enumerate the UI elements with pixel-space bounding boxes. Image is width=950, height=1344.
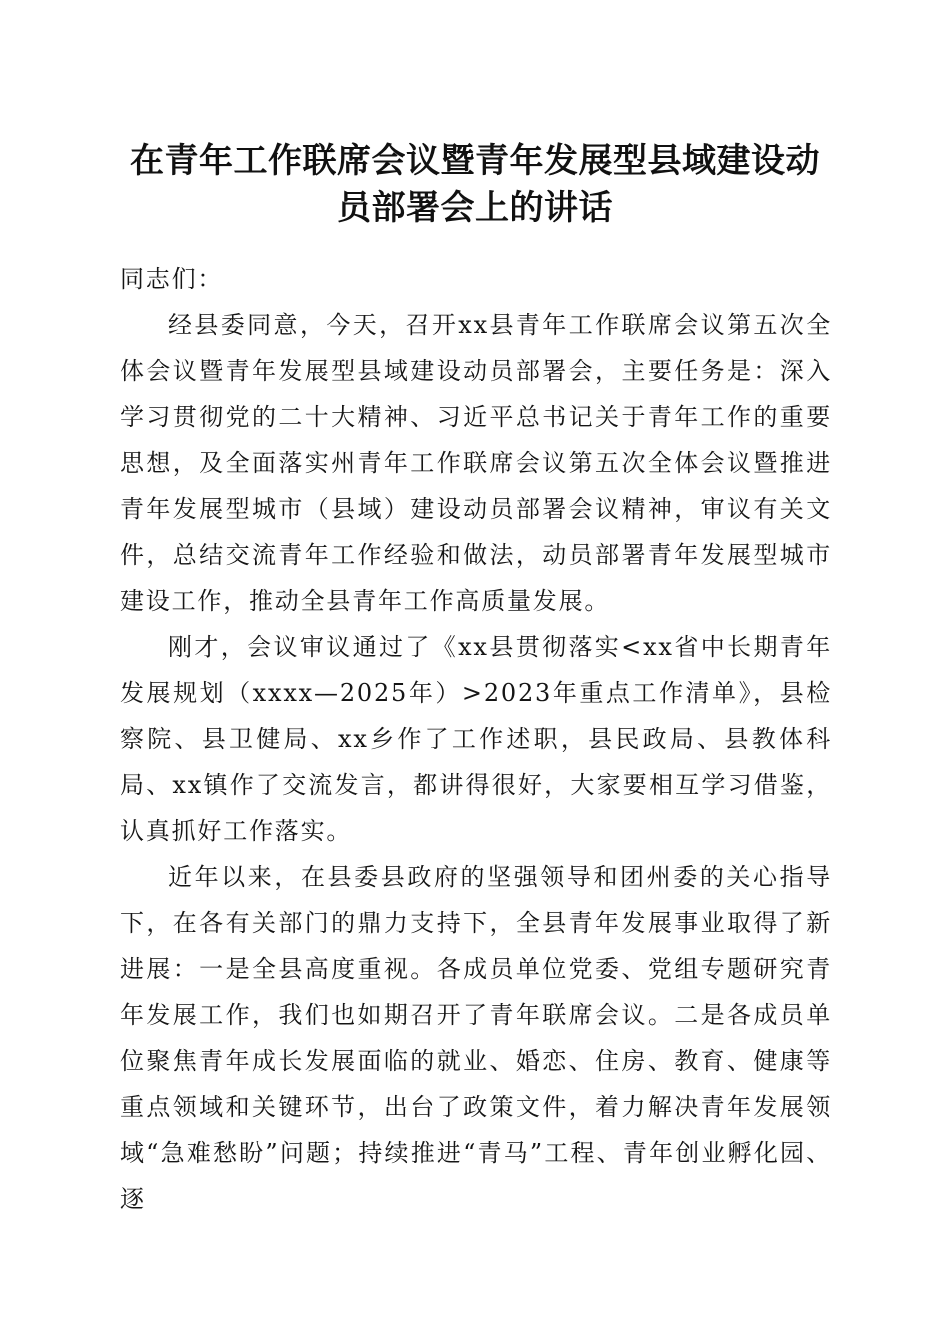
- document-title-line-2: 员部署会上的讲话: [337, 188, 613, 228]
- paragraph-1: 经县委同意，今天，召开xx县青年工作联席会议第五次全体会议暨青年发展型县域建设动员部署会，主要任务是：深入学习贯彻党的二十大精神、习近平总书记关于青年工作的重要思想，及全面落实州青年工作联席会议第五次全体会议暨推进青年发展型城市（县域）建设动员部署会议精神，审议有关文件，总结交流青年工作经验和做法，动员部署青年发展型城市建设工作，推动全县青年工作高质量发展。: [120, 311, 832, 615]
- paragraph-2: 刚才，会议审议通过了《xx县贯彻落实<xx省中长期青年发展规划（xxxx—2025年）>2023年重点工作清单》，县检察院、县卫健局、xx乡作了工作述职，县民政局、县教体科局、xx镇作了交流发言，都讲得很好，大家要相互学习借鉴，认真抓好工作落实。: [120, 633, 832, 845]
- paragraph-3: 近年以来，在县委县政府的坚强领导和团州委的关心指导下，在各有关部门的鼎力支持下，全县青年发展事业取得了新进展：一是全县高度重视。各成员单位党委、党组专题研究青年发展工作，我们也如期召开了青年联席会议。二是各成员单位聚焦青年成长发展面临的就业、婚恋、住房、教育、健康等重点领域和关键环节，出台了政策文件，着力解决青年发展领域“急难愁盼”问题；持续推进“青马”工程、青年创业孵化园、逐: [120, 863, 832, 1213]
- document-title-line-1: 在青年工作联席会议暨青年发展型县域建设动: [130, 141, 820, 181]
- document-body: [120, 256, 832, 1222]
- salutation: 同志们：: [120, 265, 224, 293]
